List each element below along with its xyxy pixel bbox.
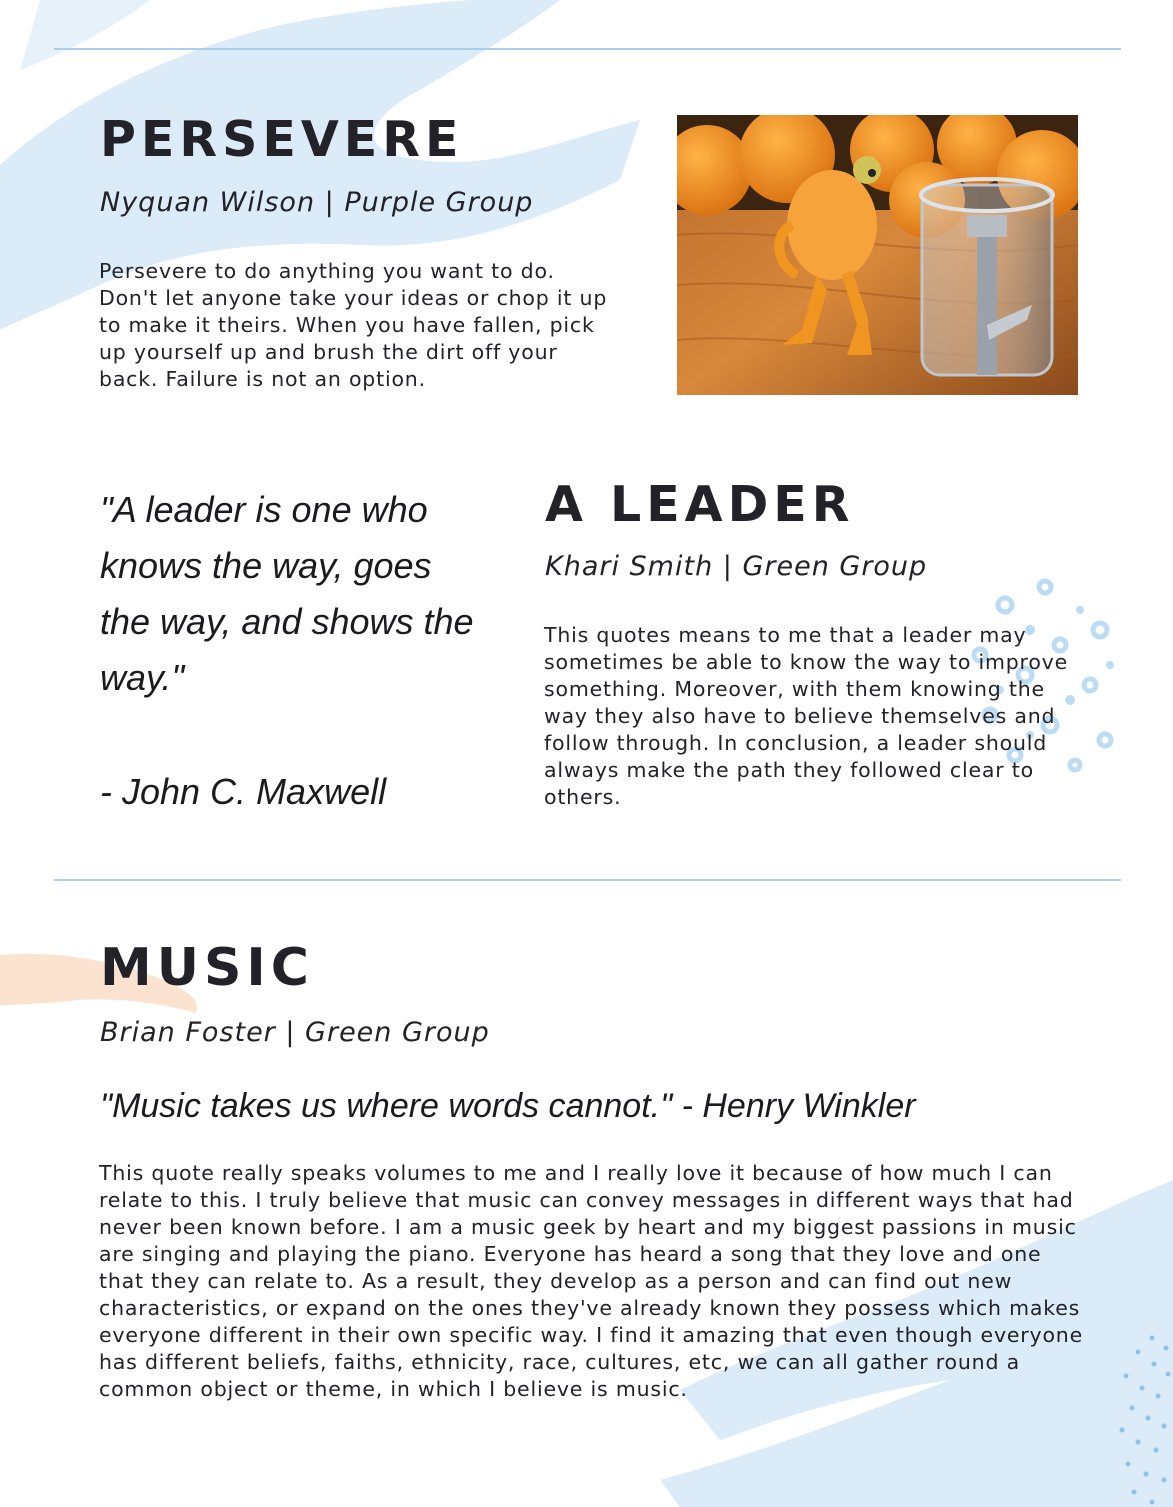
persevere-body: Persevere to do anything you want to do. Don't let anyone take your ideas or chop it up to make it theirs. When you have fallen, pick up yourself up and brush the dirt off your back. Failure is not an option. bbox=[99, 259, 608, 391]
music-quote: "Music takes us where words cannot." - Henry Winkler bbox=[100, 1087, 916, 1125]
leader-quote-attribution: - John C. Maxwell bbox=[100, 771, 387, 812]
music-byline: Brian Foster | Green Group bbox=[100, 1017, 490, 1048]
music-title: MUSIC bbox=[100, 938, 314, 998]
orange-figure-photo bbox=[677, 115, 1078, 395]
music-body: This quote really speaks volumes to me and I really love it because of how much I can relate to this. I truly believe that music can convey messages in different ways that had never been known before. I am a music geek by heart and my biggest passions in music are singing and playing the piano. Everyone has heard a song that they love and one that they can relate to. As a result, they develop as a person and can find out new characteristics, or expand on the ones they've already known they possess which makes everyone different in their own specific way. I find it amazing that even though everyone has different beliefs, faiths, ethnicity, race, cultures, etc, we can all gather round a common object or theme, in which I believe is music. bbox=[99, 1161, 1083, 1401]
middle-divider bbox=[54, 879, 1121, 881]
leader-title: A LEADER bbox=[545, 476, 855, 533]
leader-byline: Khari Smith | Green Group bbox=[545, 551, 928, 582]
persevere-byline: Nyquan Wilson | Purple Group bbox=[100, 187, 534, 218]
blue-dot-grid-decoration bbox=[1110, 1330, 1173, 1507]
leader-quote: "A leader is one who knows the way, goes the way, and shows the way." bbox=[100, 489, 474, 698]
top-divider bbox=[54, 48, 1121, 50]
persevere-title: PERSEVERE bbox=[100, 111, 464, 168]
leader-body: This quotes means to me that a leader may sometimes be able to know the way to improve something. Moreover, with them knowing the way they also have to believe themselves and follow through. In conclusion, a leader should always make the path they followed clear to others. bbox=[544, 623, 1069, 809]
